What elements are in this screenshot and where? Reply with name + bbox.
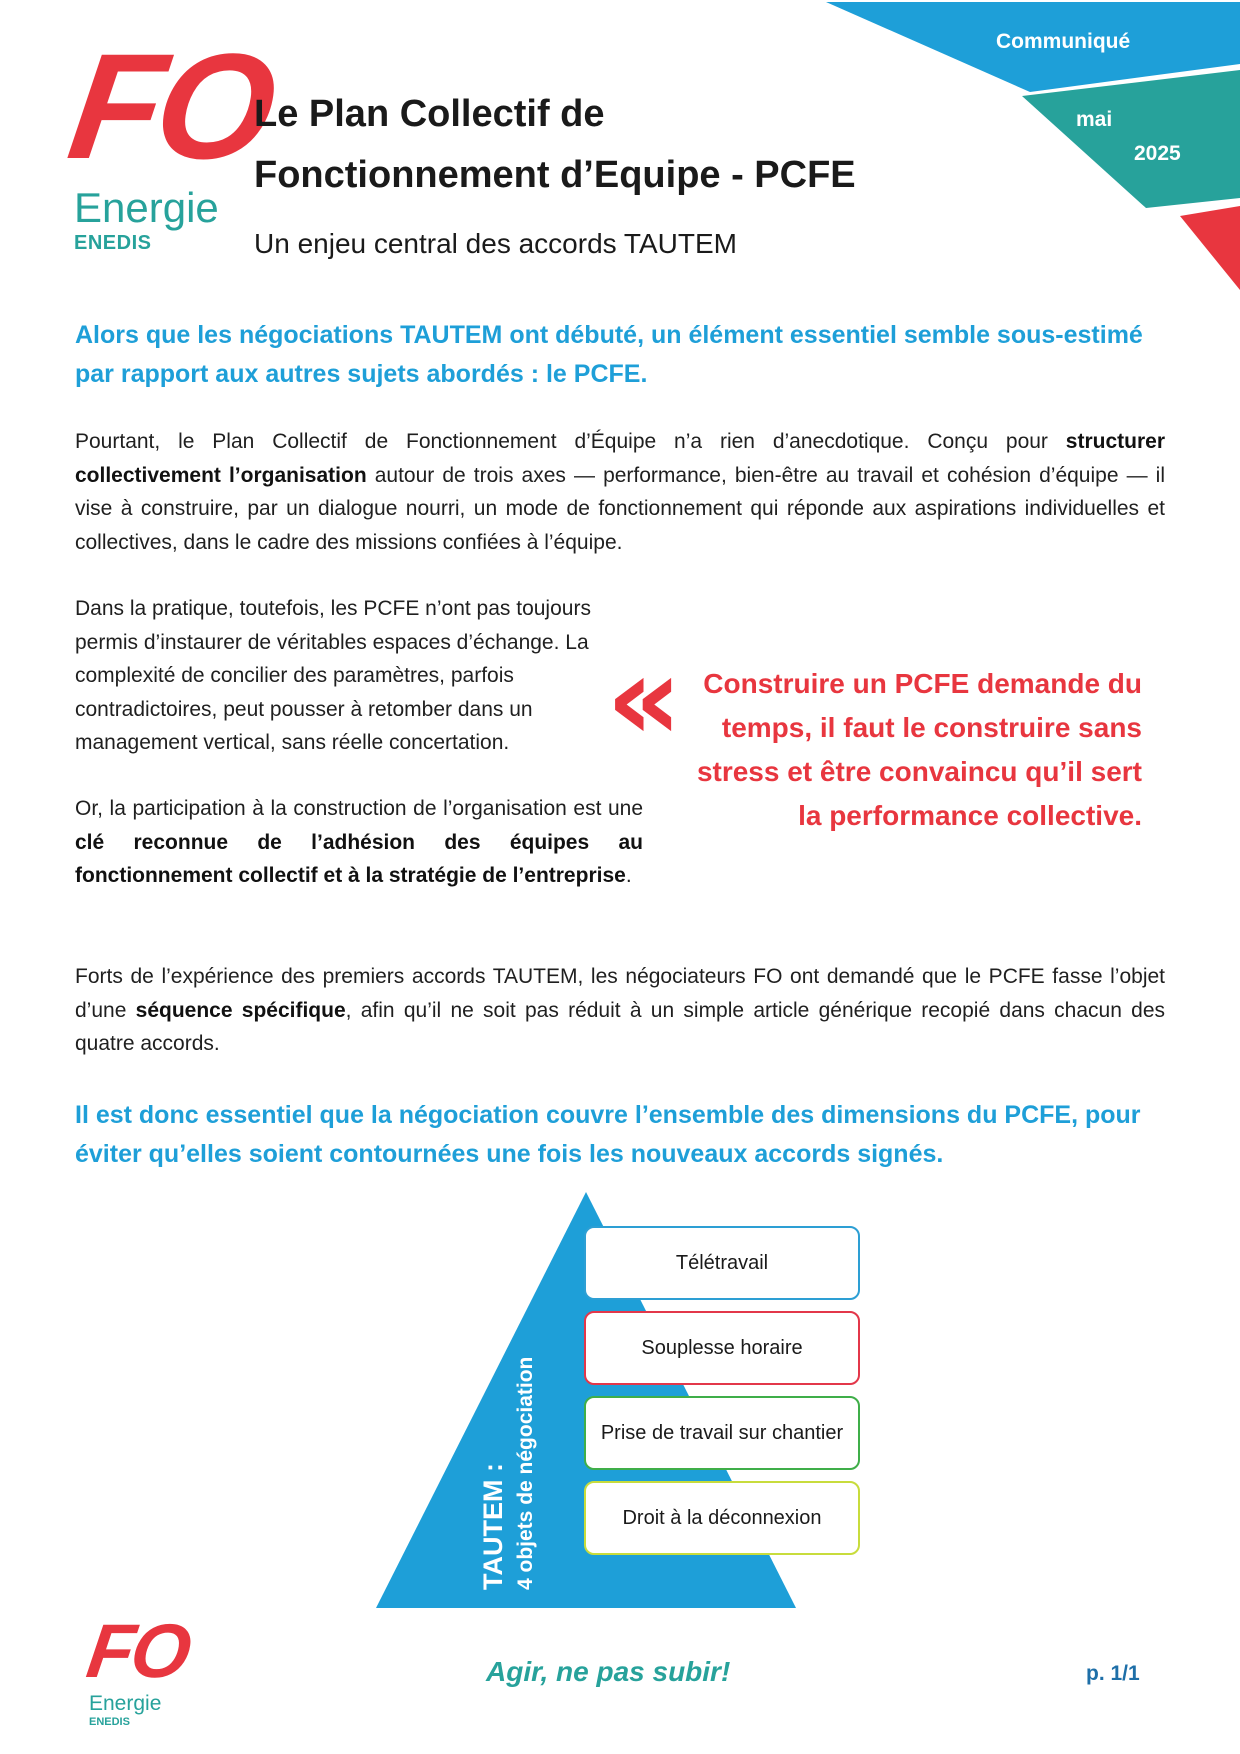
paragraph-2: Dans la pratique, toutefois, les PCFE n’ont pas toujours permis d’instaurer de véritables espaces d’échange. La complexité de concilier des paramètres, parfois contradictoires, peut pousser à retomber dans un management vertical, sans réelle concertation. [75, 597, 591, 754]
pull-quote: Construire un PCFE demande du temps, il faut le construire sans stress et être convaincu qu’il sert la performance collective. [696, 668, 1142, 831]
paragraph-1-bold: structurer collectivement l’organisation [75, 430, 1165, 487]
page-subtitle: Un enjeu central des accords TAUTEM [254, 228, 737, 259]
footer-slogan: Agir, ne pas subir! [486, 1656, 731, 1687]
lead-paragraph-2: Il est donc essentiel que la négociation couvre l’ensemble des dimensions du PCFE, pour éviter qu’elles soient contournées une fois les nouveaux accords signés. [75, 1101, 1141, 1168]
footer-logo-enedis-text: ENEDIS [89, 1716, 130, 1728]
paragraph-1-text-c: autour de trois axes — performance, bien-être au travail et cohésion d’équipe — il vise à construire, par un dialogue nourri, un mode de fonctionnement qui réponde aux aspirations individuelles et collectives, dans le cadre des missions confiées à l’équipe. [75, 463, 1165, 554]
negotiation-item-prise-de-travail: Prise de travail sur chantier [584, 1396, 860, 1470]
title-line-2: Fonctionnement d’Equipe - PCFE [254, 154, 856, 196]
paragraph-4-text-c: , afin qu’il ne soit pas réduit à un simple article générique recopié dans chacun des quatre accords. [75, 998, 1166, 1055]
footer-logo [82, 1609, 194, 1728]
logo-fo-text: FO [60, 22, 281, 190]
paragraph-1-text-a: Pourtant, le Plan Collectif de Fonctionnement d’Équipe n’a rien d’anecdotique. Conçu pour [75, 430, 1066, 453]
logo-energie-text: Energie [74, 184, 219, 231]
paragraph-4 [75, 960, 1165, 1061]
logo-enedis-text: ENEDIS [74, 232, 152, 254]
page-title [254, 84, 954, 206]
paragraph-4-text-a: Forts de l’expérience des premiers accords TAUTEM, les négociateurs FO ont demandé que le PCFE fasse l’objet d’une [75, 965, 1165, 1022]
paragraph-3-text-c: . [625, 864, 632, 887]
paragraph-3-bold: clé reconnue de l’adhésion des équipes au fonctionnement collectif et à la stratégie de l’entreprise [75, 830, 643, 887]
paragraph-1 [75, 425, 1165, 559]
paragraph-3-text-a: Or, la participation à la construction de l’organisation est une [75, 797, 643, 820]
quote-mark-icon: « [606, 629, 669, 767]
corner-red-band [1180, 206, 1240, 290]
pyramid-label-subtitle: 4 objets de négociation [514, 1356, 537, 1590]
negotiation-item-teletravail: Télétravail [584, 1226, 860, 1300]
footer-logo-energie-text: Energie [89, 1692, 162, 1715]
corner-green-band [1022, 70, 1240, 208]
date-month: mai [1076, 108, 1113, 131]
negotiation-item-droit-deconnexion: Droit à la déconnexion [584, 1481, 860, 1555]
communique-label: Communiqué [996, 30, 1131, 53]
paragraph-4-bold: séquence spécifique [135, 998, 346, 1022]
lead-paragraph-1: Alors que les négociations TAUTEM ont débuté, un élément essentiel semble sous-estimé par rapport aux autres sujets abordés : le PCFE. [75, 321, 1143, 388]
pyramid-label-title: TAUTEM : [478, 1463, 508, 1590]
pyramid-label [478, 1330, 544, 1590]
page-number: p. 1/1 [1086, 1662, 1140, 1685]
title-line-1: Le Plan Collectif de [254, 93, 605, 135]
footer-logo-fo-text: FO [82, 1609, 194, 1694]
fo-energie-logo [60, 22, 281, 256]
paragraph-3 [75, 792, 643, 893]
negotiation-item-souplesse-horaire: Souplesse horaire [584, 1311, 860, 1385]
date-year: 2025 [1134, 142, 1181, 165]
